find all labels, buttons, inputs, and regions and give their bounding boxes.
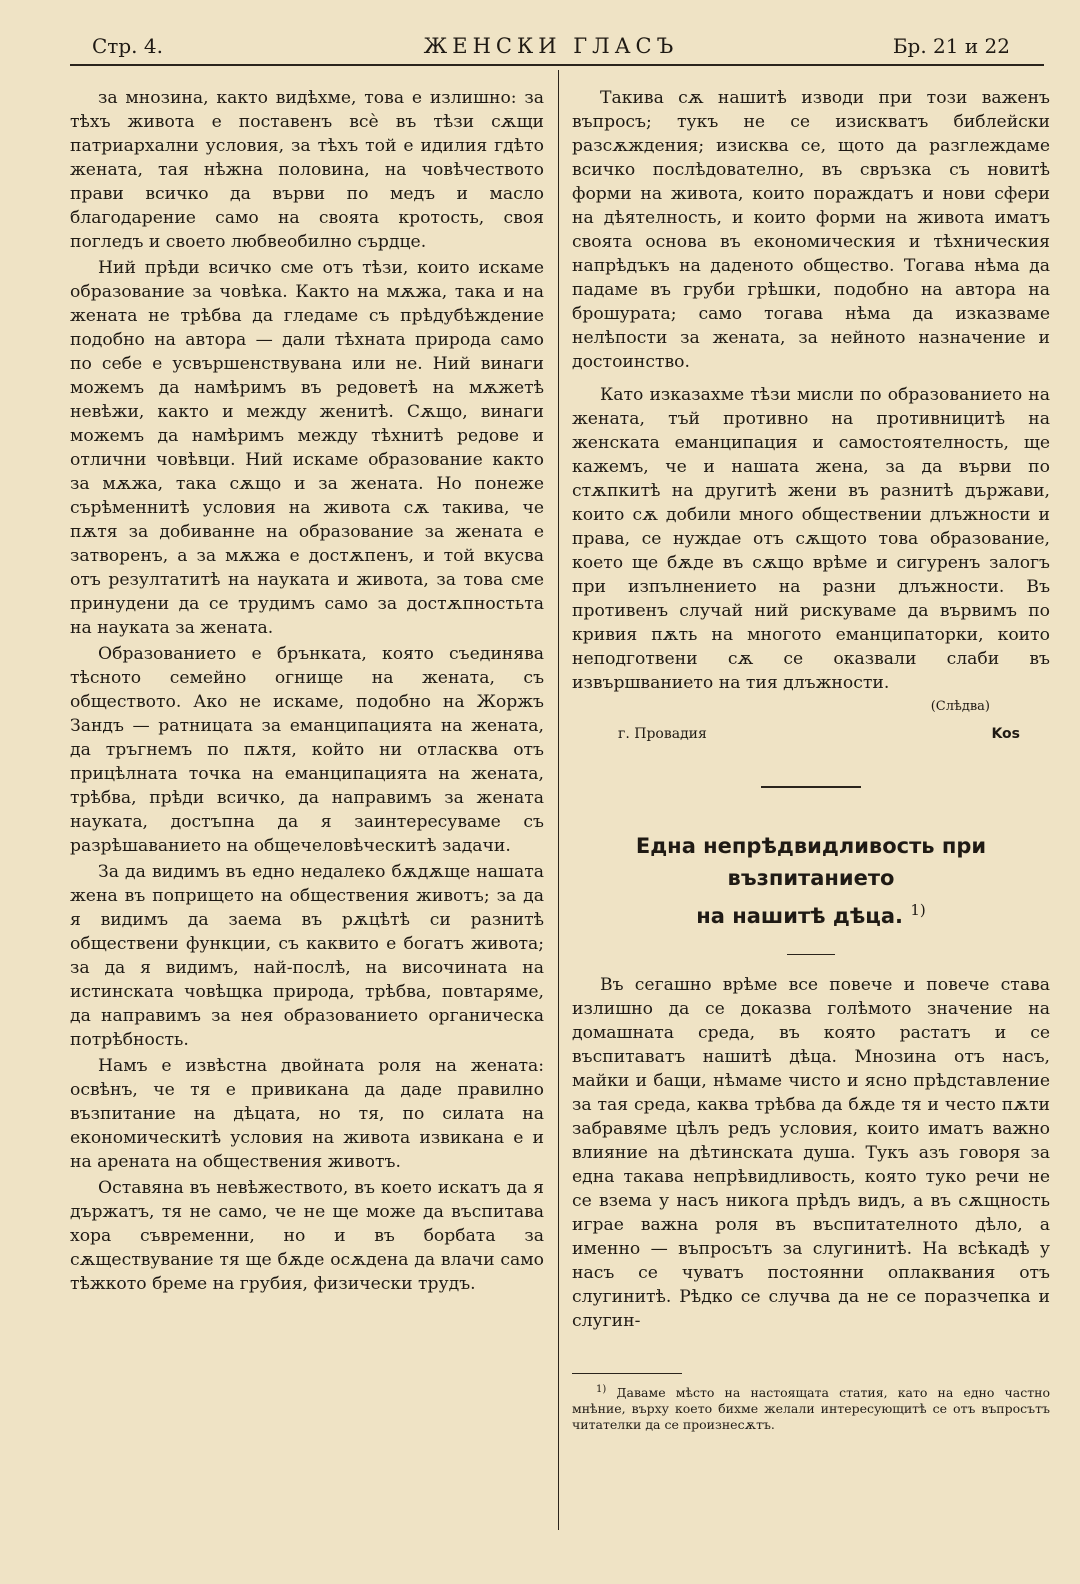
paragraph: Ний прѣди всичко сме отъ тѣзи, които искаме образование за човѣка. Както на мѫжа, така и на жената не трѣбва да гледаме съ прѣдубѣждение подобно на автора — дали тѣхната природа само по себе е усвършенствувана или не. Ний винаги можемъ да намѣримъ въ редоветѣ на мѫжетѣ невѣжи, както и между женитѣ. Сѫщо, винаги можемъ да намѣримъ между тѣхнитѣ редове и отлични човѣвци. Ний искаме образование както за мѫжа, така сѫщо и за жената. Но понеже сърѣменнитѣ условия на живота сѫ такива, че пѫтя за добиванне на образование за жената е затворенъ, а за мѫжа е достѫпенъ, и той вкусва отъ резултатитѣ на науката и живота, за това сме принудени да се трудимъ само за достѫпностьта на науката за жената. (70, 258, 544, 638)
column-divider (558, 70, 559, 1530)
place-name: г. Провадия (618, 726, 707, 742)
article-separator (761, 786, 861, 788)
page-header (92, 28, 1010, 68)
article-title-line1: Една непрѣдвидливость при възпитанието (635, 834, 987, 890)
paragraph: за мнозина, както видѣхме, това е излишно: за тѣхъ живота е поставенъ всѐ въ тѣзи сѫщи патриархални условия, за тѣхъ той е идилия гдѣто жената, тая нѣжна половина, на човѣчеството прави всичко да върви по медъ и масло благодарение само на своята кротость, своя погледъ и своето любвеобилно сърдце. (70, 88, 544, 252)
newspaper-title: ЖЕНСКИ ГЛАСЪ (423, 34, 679, 58)
footnote-rule (572, 1373, 682, 1374)
page-number: Стр. 4. (92, 34, 163, 58)
paragraph: Въ сегашно врѣме все повече и повече става излишно да се доказва голѣмото значение на домашната среда, въ която растатъ и се въспитаватъ нашитѣ дѣца. Мнозина отъ насъ, майки и бащи, нѣмаме чисто и ясно прѣдставление за тая среда, каква трѣбва да бѫде тя и често пѫти забравяме цѣлъ редъ условия, които иматъ важно влияние на дѣтинската душа. Тукъ азъ говоря за една такава непрѣвидливость, която туко речи не се взема у насъ никога прѣдъ видъ, а въ сѫщность играе важна роля въ въспитателното дѣло, а именно — въпросътъ за слугинитѣ. На всѣкадѣ у насъ се чуватъ постоянни оплаквания отъ слугинитѣ. Рѣдко се случва да не се поразчепка и слугин- (572, 975, 1050, 1331)
paragraph: Като изказахме тѣзи мисли по образованието на жената, тъй противно на противницитѣ на женската еманципация и самостоятелность, ще кажемъ, че и нашата жена, за да върви по стѫпкитѣ на другитѣ жени въ разнитѣ държави, които сѫ добили много обществении длъжности и права, се нуждае отъ сѫщото това образование, което ще бѫде въ сѫщо врѣме и сигуренъ залогъ при изпълнението на разни длъжности. Въ противенъ случай ний рискуваме да вървимъ по кривия пѫть на многото еманципаторки, които неподготвени сѫ се оказвали слаби въ извършванието на тия длъжности. (572, 385, 1050, 693)
left-column (70, 86, 544, 1296)
paragraph: Оставяна въ невѣжеството, въ което искатъ да я държатъ, тя не само, че не ще може да въспитава хора съвременни, но и въ борбата за сѫществувание тя ще бѫде осѫдена да влачи само тѣжкото бреме на грубия, физически трудъ. (70, 1178, 544, 1294)
footnote-mark: 1) (596, 1384, 607, 1395)
title-footnote-mark: 1) (910, 901, 926, 919)
article-title (572, 830, 1050, 932)
issue-number: Бр. 21 и 22 (892, 34, 1010, 58)
footnote (572, 1382, 1050, 1433)
paragraph: За да видимъ въ едно недалеко бѫдѫще нашата жена въ попрището на обществения животъ; за да я видимъ да заема въ рѫцѣтѣ си разнитѣ обществени функции, съ каквито е богатъ живота; за да я видимъ, най-послѣ, на височината на истинската човѣщка природа, трѣбва, повтаряме, да направимъ за нея образованието органическа потрѣбность. (70, 862, 544, 1050)
article-title-line2: на нашитѣ дѣца. (696, 904, 904, 928)
to-be-continued: (Слѣдва) (930, 699, 990, 714)
right-column (572, 86, 1050, 1433)
footnote-text: Даваме мѣсто на настоящата статия, като на едно частно мнѣние, върху което бихме желали интересующитѣ се отъ въпросътъ читателки да се произнесѫтъ. (572, 1385, 1050, 1433)
paragraph: Такива сѫ нашитѣ изводи при този важенъ въпросъ; тукъ не се изискватъ библейски разсѫждения; изисква се, щото да разглеждаме всичко послѣдователно, въ свръзка съ новитѣ форми на живота, които пораждатъ и нови сфери на дѣятелность, и които форми на живота иматъ своята основа въ економическия и тѣхническия напрѣдъкъ на даденото общество. Тогава нѣма да падаме въ груби грѣшки, подобно на автора на брошурата; само тогава нѣма да изказваме нелѣпости за жената, за нейното назначение и достоинство. (572, 88, 1050, 372)
paragraph: Образованието е брънката, която съединява тѣсното семейно огнище на жената, съ обществото. Ако не искаме, подобно на Жоржъ Зандъ — ратницата за еманципацията на жената, да тръгнемъ по пѫтя, който ни отласква отъ прицѣлната точка на еманципацията на жената, трѣбва, прѣди всичко, да направимъ за жената науката, достъпна да я заинтересуваме съ разрѣшаванието на общечеловѣческитѣ задачи. (70, 644, 544, 856)
paragraph: Намъ е извѣстна двойната роля на жената: освѣнъ, че тя е привикана да даде правилно възпитание на дѣцата, но тя, по силата на економическитѣ условия на живота извикана е и на арената на обществения животъ. (70, 1056, 544, 1172)
author-name: Kos (991, 726, 1020, 742)
header-rule (70, 64, 1044, 66)
title-separator (787, 954, 835, 955)
signature-line (572, 722, 1050, 752)
